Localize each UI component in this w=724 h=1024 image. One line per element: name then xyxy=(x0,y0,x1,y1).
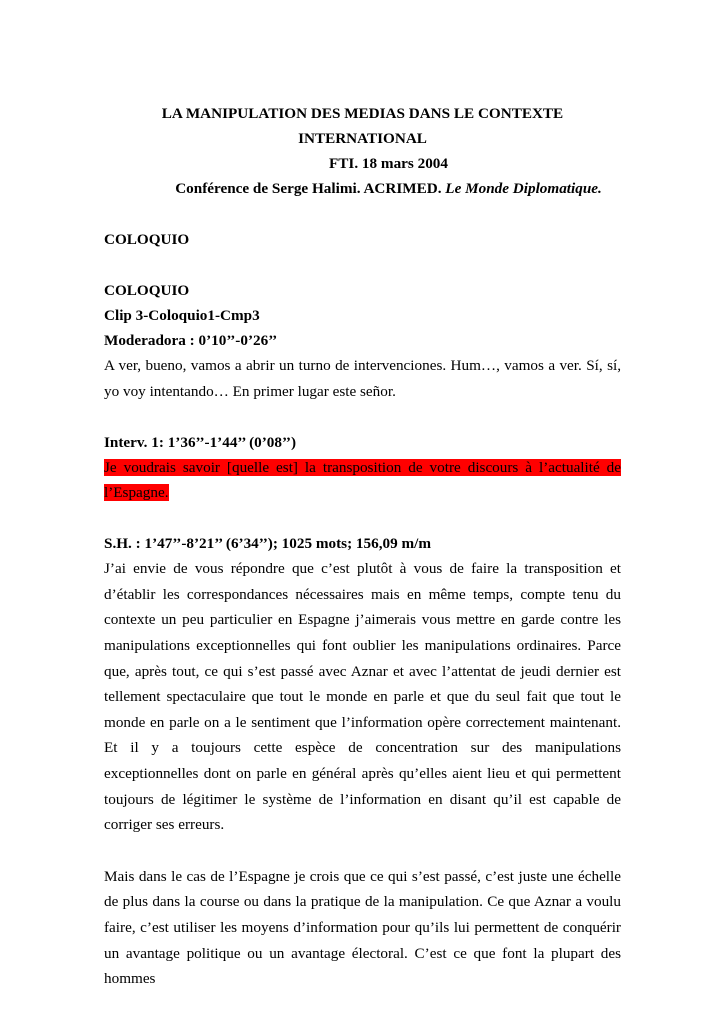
conference-publication: Le Monde Diplomatique. xyxy=(445,180,602,197)
section-heading-coloquio: COLOQUIO xyxy=(104,231,190,248)
conference-prefix: Conférence de Serge Halimi. ACRIMED. xyxy=(175,180,446,197)
intervention-highlighted-text: Je voudrais savoir [quelle est] la transposition de votre discours à l’actualité de l’Espagne. xyxy=(104,459,621,502)
moderator-paragraph: A ver, bueno, vamos a abrir un turno de intervenciones. Hum…, vamos a ver. Sí, sí, yo voy intentando… En primer lugar este señor. xyxy=(104,357,621,400)
intervention-heading: Interv. 1: 1’36’’-1’44’’ (0’08’’) xyxy=(104,434,297,452)
speaker-heading: S.H. : 1’47’’-8’21’’ (6’34’’); 1025 mots; 156,09 m/m xyxy=(104,535,432,553)
section-heading-coloquio-repeat: COLOQUIO xyxy=(104,282,190,299)
document-conference-line xyxy=(104,176,621,201)
document-date-line: FTI. 18 mars 2004 xyxy=(329,155,448,172)
speaker-paragraph-1: J’ai envie de vous répondre que c’est plutôt à vous de faire la transposition et d’établir les correspondances nécessaires mais en même temps, compte tenu du contexte un peu particulier en Espagne j’aimerais vous mettre en garde contre les manipulations exceptionnelles qui font oublier les manipulations ordinaires. Parce que, après tout, ce qui s’est passé avec Aznar et avec l’attentat de jeudi dernier est tellement spectaculaire que tout le monde en parle et que du seul fait que tout le monde en parle on a le sentiment que l’information opère correctement maintenant. Et il y a toujours cette espèce de concentration sur des manipulations exceptionnelles dont on parle en général après qu’elles aient lieu et qui permettent toujours de légitimer le système de l’information en disant qu’il est capable de corriger ses erreurs. xyxy=(104,560,621,834)
document-title: LA MANIPULATION DES MEDIAS DANS LE CONTEXTE INTERNATIONAL xyxy=(161,105,564,147)
document-title-block xyxy=(104,101,621,201)
speaker-paragraph-2: Mais dans le cas de l’Espagne je crois que ce qui s’est passé, c’est juste une échelle de plus dans la course ou dans la pratique de la manipulation. Ce que Aznar a voulu faire, c’est utiliser les moyens d’information pour qu’ils lui permettent de conquérir un avantage politique ou un avantage électoral. C’est ce que font la plupart des hommes xyxy=(104,867,621,988)
moderator-heading: Moderadora : 0’10’’-0’26’’ xyxy=(104,332,278,349)
clip-heading: Clip 3-Coloquio1-Cmp3 xyxy=(104,307,260,324)
intervention-paragraph xyxy=(104,455,621,505)
document-content xyxy=(104,101,621,992)
